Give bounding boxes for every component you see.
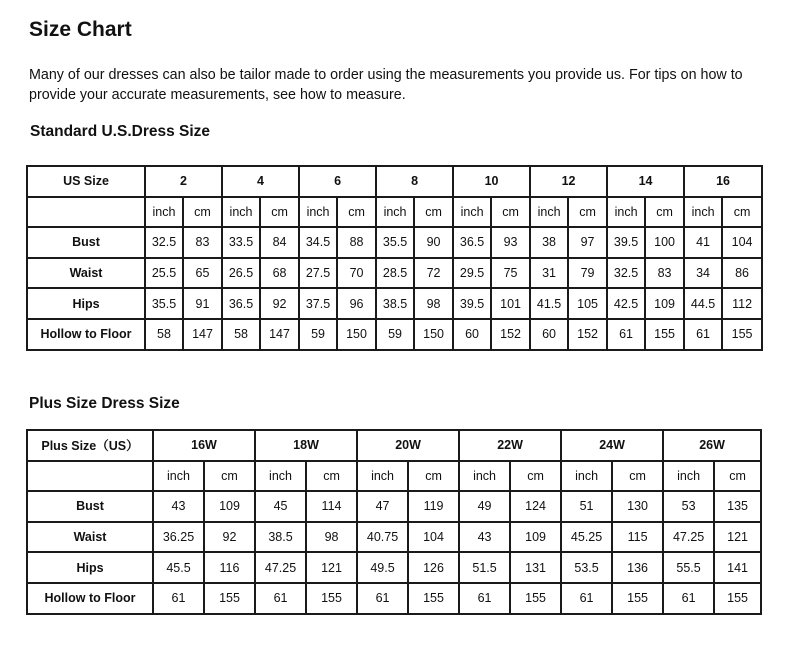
measurement-cell: 155 [204,583,255,614]
measurement-cell: 36.5 [222,288,260,319]
unit-inch-header: inch [145,197,183,228]
page-title: Size Chart [29,18,132,41]
table-row [27,491,761,522]
standard-size-heading: Standard U.S.Dress Size [30,123,211,140]
measurement-cell: 55.5 [663,552,714,583]
measurement-cell: 28.5 [376,258,414,289]
measurement-cell: 83 [183,227,222,258]
measurement-cell: 131 [510,552,561,583]
measurement-cell: 61 [255,583,306,614]
unit-cm-header: cm [260,197,299,228]
unit-cm-header: cm [183,197,222,228]
unit-cm-header: cm [337,197,376,228]
measurement-cell: 47.25 [255,552,306,583]
unit-cm-header: cm [414,197,453,228]
measurement-cell: 61 [607,319,645,350]
measurement-cell: 96 [337,288,376,319]
measurement-cell: 47.25 [663,522,714,553]
measurement-cell: 70 [337,258,376,289]
unit-inch-header: inch [607,197,645,228]
table-row [27,552,761,583]
measurement-cell: 152 [491,319,530,350]
size-header: 16 [684,166,762,197]
table-row [27,319,762,350]
size-header: 26W [663,430,761,461]
measurement-cell: 155 [408,583,459,614]
row-label: Bust [27,491,153,522]
measurement-cell: 100 [645,227,684,258]
measurement-cell: 45.5 [153,552,204,583]
measurement-cell: 147 [260,319,299,350]
measurement-cell: 65 [183,258,222,289]
measurement-cell: 58 [222,319,260,350]
measurement-cell: 35.5 [145,288,183,319]
measurement-cell: 61 [459,583,510,614]
measurement-cell: 61 [561,583,612,614]
measurement-cell: 41 [684,227,722,258]
unit-cm-header: cm [714,461,761,492]
measurement-cell: 121 [306,552,357,583]
measurement-cell: 61 [357,583,408,614]
measurement-cell: 84 [260,227,299,258]
unit-cm-header: cm [645,197,684,228]
measurement-cell: 58 [145,319,183,350]
size-header: 16W [153,430,255,461]
unit-inch-header: inch [222,197,260,228]
measurement-cell: 86 [722,258,762,289]
measurement-cell: 60 [453,319,491,350]
measurement-cell: 41.5 [530,288,568,319]
measurement-cell: 49 [459,491,510,522]
measurement-cell: 36.5 [453,227,491,258]
measurement-cell: 59 [376,319,414,350]
measurement-cell: 39.5 [453,288,491,319]
measurement-cell: 38.5 [255,522,306,553]
table-row [27,227,762,258]
intro-paragraph: Many of our dresses can also be tailor made to order using the measurements you provide us. For tips on how to provide your accurate measurements, see how to measure. [29,67,743,103]
measurement-cell: 112 [722,288,762,319]
measurement-cell: 45.25 [561,522,612,553]
size-header: 4 [222,166,299,197]
measurement-cell: 45 [255,491,306,522]
corner-header: Plus Size（US） [27,430,153,461]
measurement-cell: 150 [337,319,376,350]
size-header: 8 [376,166,453,197]
unit-inch-header: inch [561,461,612,492]
size-header: 10 [453,166,530,197]
unit-inch-header: inch [299,197,337,228]
measurement-cell: 49.5 [357,552,408,583]
measurement-cell: 25.5 [145,258,183,289]
measurement-cell: 115 [612,522,663,553]
unit-inch-header: inch [530,197,568,228]
measurement-cell: 61 [153,583,204,614]
size-header-row [27,166,762,197]
measurement-cell: 32.5 [145,227,183,258]
unit-inch-header: inch [255,461,306,492]
size-header: 18W [255,430,357,461]
unit-inch-header: inch [663,461,714,492]
measurement-cell: 68 [260,258,299,289]
measurement-cell: 90 [414,227,453,258]
unit-cm-header: cm [408,461,459,492]
unit-inch-header: inch [684,197,722,228]
unit-inch-header: inch [453,197,491,228]
table-row [27,288,762,319]
measurement-cell: 39.5 [607,227,645,258]
plus-size-heading: Plus Size Dress Size [29,395,180,412]
size-header-row [27,430,761,461]
measurement-cell: 150 [414,319,453,350]
unit-cm-header: cm [204,461,255,492]
measurement-cell: 88 [337,227,376,258]
unit-cm-header: cm [491,197,530,228]
measurement-cell: 109 [645,288,684,319]
row-label: Bust [27,227,145,258]
measurement-cell: 75 [491,258,530,289]
measurement-cell: 26.5 [222,258,260,289]
measurement-cell: 51 [561,491,612,522]
measurement-cell: 91 [183,288,222,319]
measurement-cell: 37.5 [299,288,337,319]
size-header: 22W [459,430,561,461]
measurement-cell: 104 [408,522,459,553]
measurement-cell: 155 [510,583,561,614]
table-row [27,522,761,553]
measurement-cell: 121 [714,522,761,553]
unit-inch-header: inch [357,461,408,492]
measurement-cell: 155 [306,583,357,614]
unit-inch-header: inch [459,461,510,492]
measurement-cell: 60 [530,319,568,350]
table-row [27,258,762,289]
row-label: Hips [27,288,145,319]
measurement-cell: 38 [530,227,568,258]
measurement-cell: 83 [645,258,684,289]
measurement-cell: 27.5 [299,258,337,289]
row-label: Hips [27,552,153,583]
size-header: 2 [145,166,222,197]
row-label: Hollow to Floor [27,319,145,350]
measurement-cell: 42.5 [607,288,645,319]
blank-cell [27,197,145,228]
measurement-cell: 98 [414,288,453,319]
measurement-cell: 43 [153,491,204,522]
measurement-cell: 51.5 [459,552,510,583]
unit-cm-header: cm [722,197,762,228]
size-header: 12 [530,166,607,197]
measurement-cell: 92 [204,522,255,553]
unit-inch-header: inch [153,461,204,492]
measurement-cell: 114 [306,491,357,522]
measurement-cell: 105 [568,288,607,319]
standard-size-table [26,165,763,351]
size-header: 24W [561,430,663,461]
size-header: 20W [357,430,459,461]
measurement-cell: 31 [530,258,568,289]
measurement-cell: 36.25 [153,522,204,553]
measurement-cell: 53 [663,491,714,522]
measurement-cell: 126 [408,552,459,583]
measurement-cell: 32.5 [607,258,645,289]
size-header: 14 [607,166,684,197]
row-label: Waist [27,258,145,289]
unit-cm-header: cm [612,461,663,492]
measurement-cell: 61 [663,583,714,614]
measurement-cell: 92 [260,288,299,319]
table-row [27,583,761,614]
measurement-cell: 97 [568,227,607,258]
measurement-cell: 155 [722,319,762,350]
measurement-cell: 43 [459,522,510,553]
measurement-cell: 155 [645,319,684,350]
row-label: Hollow to Floor [27,583,153,614]
plus-size-table [26,429,762,615]
measurement-cell: 33.5 [222,227,260,258]
measurement-cell: 141 [714,552,761,583]
corner-header: US Size [27,166,145,197]
size-header: 6 [299,166,376,197]
measurement-cell: 147 [183,319,222,350]
measurement-cell: 47 [357,491,408,522]
unit-cm-header: cm [510,461,561,492]
blank-cell [27,461,153,492]
measurement-cell: 93 [491,227,530,258]
unit-cm-header: cm [568,197,607,228]
measurement-cell: 135 [714,491,761,522]
measurement-cell: 29.5 [453,258,491,289]
measurement-cell: 104 [722,227,762,258]
measurement-cell: 124 [510,491,561,522]
measurement-cell: 44.5 [684,288,722,319]
measurement-cell: 59 [299,319,337,350]
unit-header-row [27,197,762,228]
measurement-cell: 101 [491,288,530,319]
measurement-cell: 72 [414,258,453,289]
measurement-cell: 155 [612,583,663,614]
measurement-cell: 109 [510,522,561,553]
measurement-cell: 152 [568,319,607,350]
measurement-cell: 40.75 [357,522,408,553]
measurement-cell: 98 [306,522,357,553]
measurement-cell: 53.5 [561,552,612,583]
measurement-cell: 136 [612,552,663,583]
unit-inch-header: inch [376,197,414,228]
measurement-cell: 109 [204,491,255,522]
measurement-cell: 130 [612,491,663,522]
unit-cm-header: cm [306,461,357,492]
measurement-cell: 79 [568,258,607,289]
measurement-cell: 116 [204,552,255,583]
measurement-cell: 38.5 [376,288,414,319]
measurement-cell: 35.5 [376,227,414,258]
measurement-cell: 34 [684,258,722,289]
measurement-cell: 34.5 [299,227,337,258]
measurement-cell: 61 [684,319,722,350]
unit-header-row [27,461,761,492]
measurement-cell: 119 [408,491,459,522]
row-label: Waist [27,522,153,553]
measurement-cell: 155 [714,583,761,614]
